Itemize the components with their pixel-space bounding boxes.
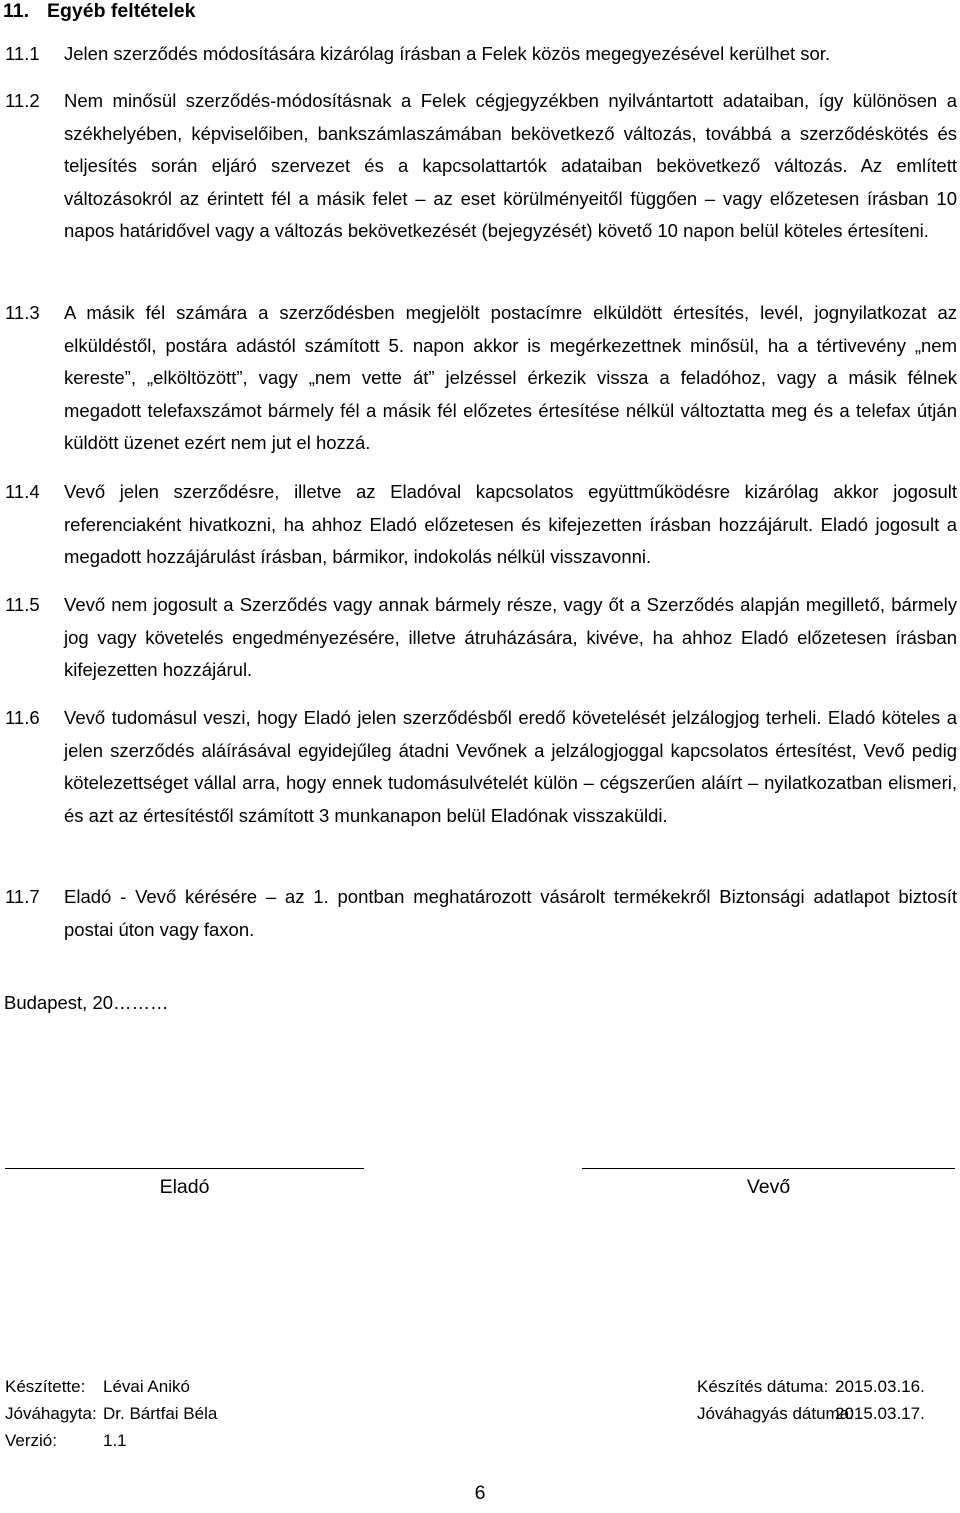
footer-right xyxy=(697,1373,925,1427)
clause-11-7 xyxy=(0,881,957,946)
prepared-by-label: Készítette: xyxy=(5,1377,86,1396)
prepared-date-row xyxy=(697,1373,925,1400)
buyer-signature-label: Vevő xyxy=(746,1176,791,1198)
clause-11-6 xyxy=(0,702,957,832)
version-value: 1.1 xyxy=(103,1431,127,1450)
prepared-by-value: Lévai Anikó xyxy=(103,1377,190,1396)
clause-11-3 xyxy=(0,297,957,460)
footer-left xyxy=(5,1373,217,1454)
clause-text: Vevő tudomásul veszi, hogy Eladó jelen szerződésből eredő követelését jelzálogjog terheli. Eladó köteles a jelen szerződés aláírásával egyidejűleg átadni Vevőnek a jelzálogjoggal kapcsolatos értesítést, Vevő pedig kötelezettséget vállal arra, hogy ennek tudomásulvételét külön – cégszerűen aláírt – nyilatkozatban elismeri, és azt az értesítéstől számított 3 munkanapon belül Eladónak visszaküldi. xyxy=(64,707,957,826)
clause-text: Eladó - Vevő kérésére – az 1. pontban meghatározott vásárolt termékekről Biztonsági adatlapot biztosít postai úton vagy faxon. xyxy=(64,886,957,940)
approved-date-label: Jóváhagyás dátuma: xyxy=(697,1404,854,1423)
page-number: 6 xyxy=(474,1482,486,1504)
seller-signature-line xyxy=(5,1168,364,1169)
clause-number: 11.2 xyxy=(5,90,40,111)
clause-number: 11.7 xyxy=(5,886,40,907)
prepared-by-row xyxy=(5,1373,217,1400)
approved-by-row xyxy=(5,1400,217,1427)
approved-date-value: 2015.03.17. xyxy=(835,1404,925,1423)
clause-text: Vevő nem jogosult a Szerződés vagy annak bármely része, vagy őt a Szerződés alapján megillető, bármely jog vagy követelés engedményezésére, illetve átruházására, kivéve, ha ahhoz Eladó előzetesen írásban kifejezetten hozzájárul. xyxy=(64,594,957,680)
version-label: Verzió: xyxy=(5,1431,57,1450)
seller-signature-label: Eladó xyxy=(159,1176,210,1198)
section-title: Egyéb feltételek xyxy=(47,0,196,22)
section-heading xyxy=(3,0,195,24)
clause-number: 11.5 xyxy=(5,594,40,615)
clause-number: 11.4 xyxy=(5,481,40,502)
clause-text: Jelen szerződés módosítására kizárólag írásban a Felek közös megegyezésével kerülhet sor. xyxy=(64,43,831,64)
section-number: 11. xyxy=(3,0,30,22)
clause-text: A másik fél számára a szerződésben megjelölt postacímre elküldött értesítés, levél, jognyilatkozat az elküldéstől, postára adástól számított 5. napon akkor is megérkezettnek minősül, ha a tértivevény „nem kereste”, „elköltözött”, vagy „nem vette át” jelzéssel érkezik vissza a feladóhoz, vagy a másik félnek megadott telefaxszámot bármely fél a másik fél előzetes értesítése nélkül változtatta meg és a telefax útján küldött üzenet ezért nem jut el hozzá. xyxy=(64,302,957,453)
place-and-date: Budapest, 20……… xyxy=(4,992,169,1013)
approved-by-value: Dr. Bártfai Béla xyxy=(103,1404,218,1423)
clause-number: 11.6 xyxy=(5,707,40,728)
clause-number: 11.3 xyxy=(5,302,40,323)
prepared-date-label: Készítés dátuma: xyxy=(697,1377,829,1396)
prepared-date-value: 2015.03.16. xyxy=(835,1377,925,1396)
clause-text: Vevő jelen szerződésre, illetve az Eladóval kapcsolatos együttműködésre kizárólag akkor jogosult referenciaként hivatkozni, ha ahhoz Eladó előzetesen és kifejezetten írásban hozzájárult. Eladó jogosult a megadott hozzájárulást írásban, bármikor, indokolás nélkül visszavonni. xyxy=(64,481,957,567)
clause-number: 11.1 xyxy=(5,43,40,64)
buyer-signature-line xyxy=(582,1168,955,1169)
approved-by-label: Jóváhagyta: xyxy=(5,1404,97,1423)
approved-date-row xyxy=(697,1400,925,1427)
clause-text: Nem minősül szerződés-módosításnak a Felek cégjegyzékben nyilvántartott adataiban, így különösen a székhelyében, képviselőiben, bankszámlaszámában bekövetkező változás, továbbá a szerződéskötés és teljesítés során eljáró szervezet és a kapcsolattartók adataiban bekövetkező változás. Az említett változásokról az érintett fél a másik felet – az eset körülményeitől függően – vagy előzetesen írásban 10 napos határidővel vagy a változás bekövetkezését (bejegyzését) követő 10 napon belül köteles értesíteni. xyxy=(64,90,957,241)
clause-11-1 xyxy=(0,38,957,71)
clause-11-5 xyxy=(0,589,957,687)
version-row xyxy=(5,1427,217,1454)
clause-11-4 xyxy=(0,476,957,574)
clause-11-2 xyxy=(0,85,957,248)
